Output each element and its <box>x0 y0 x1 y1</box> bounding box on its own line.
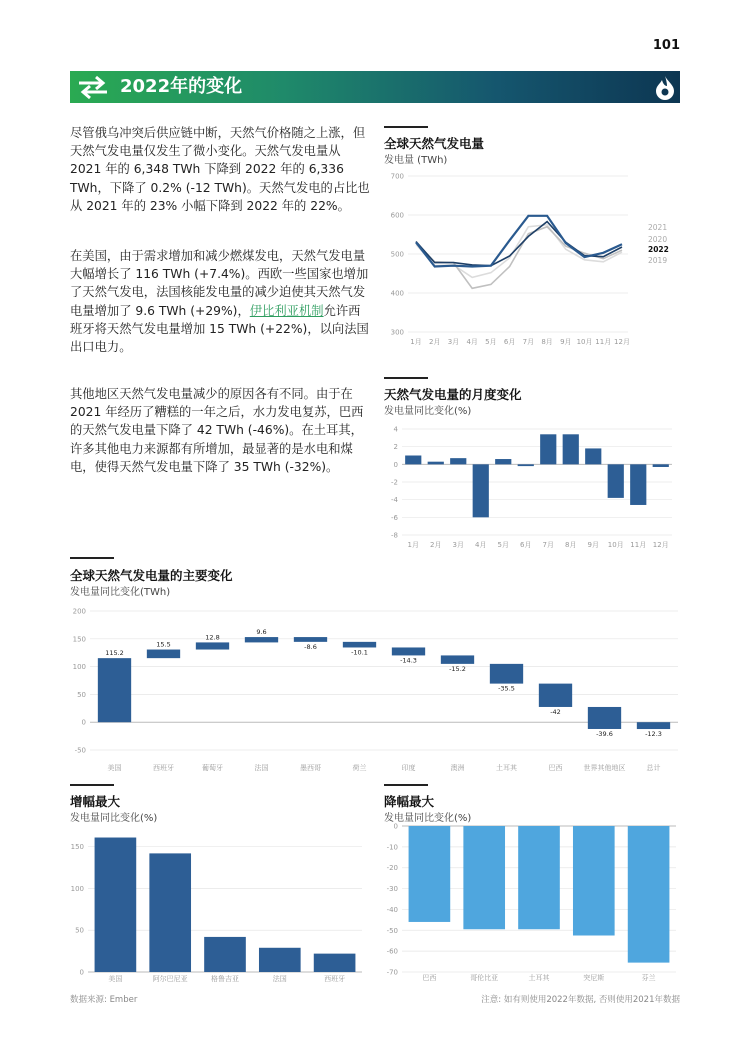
x-tick-label: 总计 <box>646 764 661 772</box>
increase-unit: 发电量同比变化(%) <box>70 813 158 824</box>
waterfall-bar <box>441 655 474 663</box>
x-tick-label: 7月 <box>522 338 535 346</box>
y-tick-label: -4 <box>391 496 398 505</box>
x-tick-label: 6月 <box>520 541 532 549</box>
y-tick-label: 50 <box>75 926 84 935</box>
x-tick-label: 芬兰 <box>641 974 656 982</box>
x-tick-label: 3月 <box>447 338 460 346</box>
waterfall-bar <box>196 642 229 649</box>
x-tick-label: 9月 <box>560 338 572 346</box>
y-tick-label: -20 <box>386 864 398 873</box>
y-tick-label: 0 <box>393 822 398 831</box>
legend-2022: 2022 <box>648 245 669 254</box>
y-tick-label: 50 <box>77 690 86 699</box>
y-tick-label: 0 <box>81 718 86 727</box>
y-tick-label: -2 <box>391 478 398 487</box>
y-tick-label: 400 <box>390 289 404 298</box>
bar <box>608 464 624 498</box>
bar <box>259 948 301 972</box>
waterfall-chart <box>66 600 680 776</box>
x-tick-label: 葡萄牙 <box>202 764 223 772</box>
y-tick-label: 0 <box>79 968 84 977</box>
y-tick-label: 600 <box>390 211 404 220</box>
y-tick-label: -8 <box>391 531 398 540</box>
x-tick-label: 2月 <box>430 541 442 549</box>
legend-2020: 2020 <box>648 235 668 244</box>
bar <box>563 434 579 464</box>
x-tick-label: 法国 <box>254 764 269 772</box>
x-tick-label: 美国 <box>108 975 123 983</box>
bar <box>95 838 137 972</box>
line-chart <box>380 166 680 350</box>
x-tick-label: 10月 <box>576 338 593 346</box>
y-tick-label: 100 <box>70 884 84 893</box>
bar <box>585 448 601 464</box>
x-tick-label: 4月 <box>475 541 487 549</box>
largest-increase-chart <box>66 824 366 984</box>
x-tick-label: 5月 <box>497 541 509 549</box>
monthly-change-chart <box>380 420 680 552</box>
x-tick-label: 6月 <box>503 338 516 346</box>
y-tick-label: -10 <box>386 843 398 852</box>
monthly-change-title: 天然气发电量的月度变化 <box>384 387 522 402</box>
x-tick-label: 印度 <box>401 764 416 772</box>
chart-rule <box>384 377 428 379</box>
x-tick-label: 5月 <box>485 338 497 346</box>
series-line-2020 <box>416 227 622 289</box>
bar <box>149 853 191 972</box>
x-tick-label: 12月 <box>614 338 630 346</box>
bar <box>204 937 246 972</box>
data-label: 15.5 <box>156 640 171 649</box>
y-tick-label: 700 <box>390 172 404 181</box>
bar <box>428 462 444 465</box>
x-tick-label: 11月 <box>630 541 647 549</box>
x-tick-label: 4月 <box>466 338 478 346</box>
y-tick-label: 500 <box>390 250 404 259</box>
line-chart-unit: 发电量 (TWh) <box>384 155 448 166</box>
data-source: 数据来源: Ember <box>70 995 138 1005</box>
x-tick-label: 西班牙 <box>324 975 346 983</box>
bar <box>540 434 556 464</box>
bar <box>630 464 646 505</box>
chart-rule <box>384 126 428 128</box>
x-tick-label: 10月 <box>607 541 624 549</box>
waterfall-bar <box>147 650 180 659</box>
y-tick-label: -70 <box>386 968 398 977</box>
paragraph-2-text-b: 允许西班牙将天然气发电量增加 15 TWh (+22%)，以向法国出口电力。 <box>70 303 369 355</box>
x-tick-label: 9月 <box>587 541 599 549</box>
x-tick-label: 土耳其 <box>528 974 550 982</box>
y-tick-label: 2 <box>393 443 398 452</box>
data-label: -39.6 <box>596 729 613 738</box>
y-tick-label: 100 <box>72 663 86 672</box>
data-label: -12.3 <box>645 730 662 739</box>
bar <box>405 456 421 465</box>
x-tick-label: 墨西哥 <box>300 764 321 772</box>
bar <box>653 464 669 467</box>
line-chart-title: 全球天然气发电量 <box>384 136 485 151</box>
waterfall-bar <box>294 637 327 642</box>
x-tick-label: 巴西 <box>548 764 563 772</box>
section-banner <box>70 71 680 103</box>
bar <box>495 459 511 464</box>
paragraph-1: 尽管俄乌冲突后供应链中断，天然气价格随之上涨，但天然气发电量仅发生了微小变化。天然气发电量从 2021 年的 6,348 TWh 下降到 2022 年的 6,336 TWh，下降了 0.2% (-12 TWh)。天然气发电的占比也从 2021 年的 23% 小幅下降到 2022 年的 22%。 <box>70 126 370 213</box>
chart-rule <box>70 557 114 559</box>
waterfall-bar <box>245 637 278 642</box>
waterfall-bar <box>343 642 376 648</box>
x-tick-label: 7月 <box>542 541 554 549</box>
y-tick-label: -40 <box>386 905 398 914</box>
waterfall-unit: 发电量同比变化(TWh) <box>70 587 171 598</box>
y-tick-label: 4 <box>393 425 398 434</box>
decrease-unit: 发电量同比变化(%) <box>384 813 472 824</box>
legend-2021: 2021 <box>648 223 668 232</box>
x-tick-label: 1月 <box>410 338 422 346</box>
waterfall-bar <box>539 684 572 707</box>
bar <box>473 464 489 517</box>
x-tick-label: 阿尔巴尼亚 <box>152 975 188 983</box>
data-label: 12.8 <box>205 633 220 642</box>
decrease-title: 降幅最大 <box>384 794 435 809</box>
y-tick-label: 150 <box>70 843 84 852</box>
waterfall-bar <box>637 722 670 729</box>
bar <box>573 826 615 936</box>
largest-decrease-chart <box>380 820 680 984</box>
data-label: 115.2 <box>105 649 124 658</box>
x-tick-label: 格鲁吉亚 <box>211 975 239 983</box>
data-label: -10.1 <box>351 648 368 657</box>
waterfall-bar <box>588 707 621 729</box>
y-tick-label: -6 <box>391 513 398 522</box>
waterfall-bar <box>392 647 425 655</box>
waterfall-bar <box>490 664 523 684</box>
x-tick-label: 1月 <box>407 541 419 549</box>
y-tick-label: -50 <box>74 746 86 755</box>
paragraph-3: 其他地区天然气发电量减少的原因各有不同。由于在 2021 年经历了糟糕的一年之后，水力发电复苏，巴西的天然气发电量下降了 42 TWh (-46%)。在土耳其，许多其他电力来源都有所增加，最显著的是水电和煤电，使得天然气发电量下降了 35 TWh (-32%)。 <box>70 387 364 474</box>
y-tick-label: 0 <box>393 460 398 469</box>
x-tick-label: 突尼斯 <box>583 974 605 982</box>
swap-arrows-icon <box>76 74 110 100</box>
bar <box>518 464 534 466</box>
x-tick-label: 11月 <box>595 338 612 346</box>
x-tick-label: 巴西 <box>422 974 437 982</box>
chart-rule <box>384 784 428 786</box>
x-tick-label: 3月 <box>452 541 464 549</box>
bar <box>314 954 356 972</box>
x-tick-label: 8月 <box>541 338 553 346</box>
x-tick-label: 澳洲 <box>450 764 465 772</box>
x-tick-label: 2月 <box>428 338 441 346</box>
bar <box>518 826 560 929</box>
x-tick-label: 哥伦比亚 <box>470 974 499 982</box>
bar <box>409 826 451 922</box>
bar <box>628 826 670 963</box>
x-tick-label: 土耳其 <box>496 764 517 772</box>
data-label: -42 <box>550 707 561 716</box>
paragraph-2-text-a: 在美国，由于需求增加和减少燃煤发电，天然气发电量大幅增长了 116 TWh (+7.4%)。西欧一些国家也增加了天然气发电，法国核能发电量的减少迫使其天然气发电量增加了 9.6 TWh (+29%)， <box>70 249 369 318</box>
y-tick-label: 200 <box>72 607 86 616</box>
monthly-change-unit: 发电量同比变化(%) <box>384 406 472 417</box>
x-tick-label: 8月 <box>565 541 577 549</box>
data-label: -15.2 <box>449 664 466 673</box>
data-label: -35.5 <box>498 684 515 693</box>
waterfall-title: 全球天然气发电量的主要变化 <box>70 568 233 583</box>
footer-note: 注意: 如有则使用2022年数据, 否则使用2021年数据 <box>481 995 680 1005</box>
x-tick-label: 世界其他地区 <box>583 764 626 772</box>
x-tick-label: 12月 <box>652 541 669 549</box>
chart-rule <box>70 784 114 786</box>
iberian-mechanism-link[interactable]: 伊比利亚机制 <box>249 303 324 318</box>
x-tick-label: 美国 <box>107 764 122 772</box>
section-title: 2022年的变化 <box>120 76 243 97</box>
bar <box>450 458 466 464</box>
data-label: -8.6 <box>304 642 317 651</box>
data-label: -14.3 <box>400 656 417 665</box>
data-label: 9.6 <box>256 628 267 637</box>
y-tick-label: -60 <box>386 947 398 956</box>
increase-title: 增幅最大 <box>70 794 121 809</box>
waterfall-bar <box>98 658 131 722</box>
y-tick-label: -50 <box>386 926 398 935</box>
y-tick-label: -30 <box>386 885 398 894</box>
legend-2019: 2019 <box>648 256 668 265</box>
bar <box>463 826 505 929</box>
x-tick-label: 法国 <box>272 975 287 983</box>
x-tick-label: 荷兰 <box>352 764 367 772</box>
y-tick-label: 300 <box>390 328 404 337</box>
x-tick-label: 西班牙 <box>153 764 174 772</box>
ember-logo-icon <box>654 74 676 100</box>
page-number: 101 <box>652 38 680 53</box>
y-tick-label: 150 <box>72 635 86 644</box>
paragraph-2 <box>70 247 370 356</box>
